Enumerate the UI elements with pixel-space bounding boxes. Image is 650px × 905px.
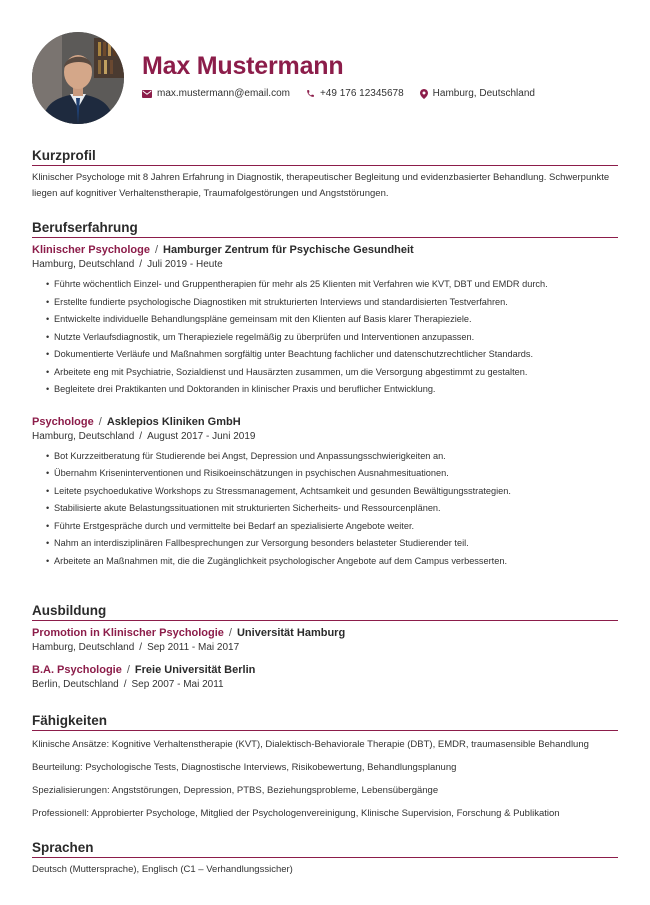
profile-photo — [32, 32, 124, 124]
education-location: Hamburg, Deutschland — [32, 642, 135, 653]
job-entry — [32, 415, 618, 571]
section-title-experience: Berufserfahrung — [32, 220, 618, 238]
education-period: Sep 2007 - Mai 2011 — [131, 679, 224, 690]
job-bullets — [32, 448, 618, 571]
candidate-name: Max Mustermann — [142, 52, 344, 80]
list-item: • Leitete psychoedukative Workshops zu Stressmanagement, Achtsamkeit und gesunden Bewältigungsstrategien. — [48, 483, 618, 501]
list-item: • Führte wöchentlich Einzel- und Gruppentherapien für mehr als 25 Klienten mit Verfahren wie KVT, DBT und EMDR durch. — [48, 276, 618, 294]
list-item: • Bot Kurzzeitberatung für Studierende bei Angst, Depression und Anpassungsschwierigkeiten an. — [48, 448, 618, 466]
section-title-languages: Sprachen — [32, 840, 618, 858]
phone-icon — [306, 89, 315, 98]
email-text[interactable]: max.mustermann@email.com — [157, 88, 290, 99]
job-period: August 2017 - Juni 2019 — [147, 430, 256, 442]
section-title-education: Ausbildung — [32, 603, 618, 621]
education-meta — [32, 640, 618, 656]
job-period: Juli 2019 - Heute — [147, 259, 223, 270]
map-pin-icon — [420, 89, 428, 99]
education-heading — [32, 626, 618, 640]
job-role: Psychologe — [32, 415, 94, 428]
education-location: Berlin, Deutschland — [32, 679, 119, 690]
education-degree: Promotion in Klinischer Psychologie — [32, 627, 224, 639]
list-item: • Dokumentierte Verläufe und Maßnahmen sorgfältig unter Beachtung fachlicher und datenschutzrechtlicher Standards. — [48, 346, 618, 364]
education-heading — [32, 663, 618, 677]
job-organization: Hamburger Zentrum für Psychische Gesundheit — [163, 244, 414, 256]
skill-line: Spezialisierungen: Angststörungen, Depression, PTBS, Beziehungsprobleme, Lebensübergänge — [32, 785, 439, 796]
job-heading — [32, 415, 618, 429]
job-entry — [32, 243, 618, 399]
list-item: • Entwickelte individuelle Behandlungspläne gemeinsam mit den Klienten auf Basis klarer Therapieziele. — [48, 311, 618, 329]
job-location: Hamburg, Deutschland — [32, 430, 135, 442]
location-text: Hamburg, Deutschland — [432, 88, 535, 99]
education-degree: B.A. Psychologie — [32, 664, 122, 676]
list-item: • Nutzte Verlaufsdiagnostik, um Therapieziele regelmäßig zu überprüfen und Interventionen anzupassen. — [48, 329, 618, 347]
meta-separator: / — [139, 642, 143, 653]
section-title-skills: Fähigkeiten — [32, 713, 618, 731]
meta-separator: / — [139, 259, 143, 270]
profile-photo-illustration — [32, 32, 124, 124]
section-education — [32, 603, 618, 693]
job-meta — [32, 429, 618, 445]
education-entry — [32, 626, 618, 656]
education-school: Freie Universität Berlin — [134, 664, 256, 676]
list-item: • Begleitete drei Praktikanten und Doktoranden in klinischer Praxis und beruflicher Entwicklung. — [48, 381, 618, 399]
contact-location — [420, 88, 535, 99]
job-location: Hamburg, Deutschland — [32, 259, 135, 270]
contact-email — [142, 88, 290, 99]
meta-separator: / — [123, 679, 127, 690]
education-period: Sep 2011 - Mai 2017 — [147, 642, 240, 653]
list-item: • Stabilisierte akute Belastungssituationen mit strukturierten Sicherheits- und Ressourcenplänen. — [48, 500, 618, 518]
skill-line: Beurteilung: Psychologische Tests, Diagnostische Interviews, Risikobewertung, Behandlungsplanung — [32, 762, 457, 773]
section-title-kurzprofil: Kurzprofil — [32, 148, 618, 166]
list-item: • Führte Erstgespräche durch und vermittelte bei Bedarf an spezialisierte Angebote weiter. — [48, 518, 618, 536]
heading-separator: / — [98, 415, 102, 428]
languages-text: Deutsch (Muttersprache), Englisch (C1 – Verhandlungssicher) — [32, 864, 293, 875]
list-item: • Arbeitete eng mit Psychiatrie, Sozialdienst und Hausärzten zusammen, um die Versorgung abgestimmt zu gestalten. — [48, 364, 618, 382]
contact-phone — [306, 88, 404, 99]
list-item: • Erstellte fundierte psychologische Diagnostiken mit strukturierten Interviews und standardisierten Testverfahren. — [48, 294, 618, 312]
summary-text: Klinischer Psychologe mit 8 Jahren Erfahrung in Diagnostik, therapeutischer Begleitung und evidenzbasierter Behandlung. Schwerpunkte liegen auf kognitiver Verhaltenstherapie, Traumafolgestörungen und Angststörungen. — [32, 172, 610, 199]
meta-separator: / — [139, 430, 143, 442]
job-heading — [32, 243, 618, 257]
education-entry — [32, 663, 618, 693]
heading-separator: / — [126, 664, 130, 676]
contact-info — [142, 88, 551, 99]
phone-text[interactable]: +49 176 12345678 — [319, 88, 404, 99]
section-kurzprofil — [32, 148, 618, 202]
list-item: • Übernahm Kriseninterventionen und Risikoeinschätzungen in psychischen Ausnahmesituationen. — [48, 465, 618, 483]
job-bullets — [32, 276, 618, 399]
skill-line: Professionell: Approbierter Psychologe, Mitglied der Psychologenvereinigung, Klinische Supervision, Forschung & Publikation — [32, 808, 560, 819]
heading-separator: / — [228, 627, 232, 639]
job-meta — [32, 257, 618, 273]
education-meta — [32, 677, 618, 693]
job-role: Klinischer Psychologe — [32, 244, 150, 256]
resume-header — [32, 32, 618, 126]
list-item: • Nahm an interdisziplinären Fallbesprechungen zur Versorgung besonders belasteter Studierender teil. — [48, 535, 618, 553]
list-item: • Arbeitete an Maßnahmen mit, die die Zugänglichkeit psychologischer Angebote auf dem Campus verbesserten. — [48, 553, 618, 571]
skill-line: Klinische Ansätze: Kognitive Verhaltenstherapie (KVT), Dialektisch-Behaviorale Therapie (DBT), EMDR, traumasensible Behandlung — [32, 739, 589, 750]
section-experience — [32, 220, 618, 570]
education-school: Universität Hamburg — [236, 627, 346, 639]
job-organization: Asklepios Kliniken GmbH — [106, 415, 241, 428]
envelope-icon — [142, 90, 152, 98]
section-languages — [32, 840, 618, 878]
section-skills — [32, 713, 618, 830]
heading-separator: / — [154, 244, 159, 256]
